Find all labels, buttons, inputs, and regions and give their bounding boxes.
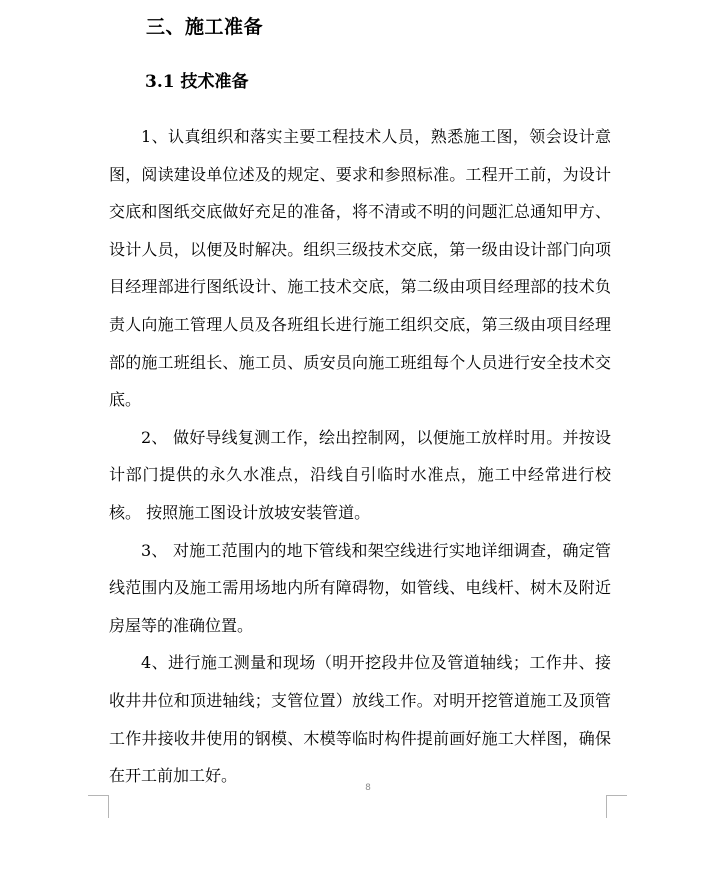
paragraph-1: 1、认真组织和落实主要工程技术人员，熟悉施工图，领会设计意图，阅读建设单位述及的规定、要求和参照标准。工程开工前，为设计交底和图纸交底做好充足的准备，将不清或不明的问题汇总通知甲方、设计人员，以便及时解决。组织三级技术交底，第一级由设计部门向项目经理部进行图纸设计、施工技术交底，第二级由项目经理部的技术负责人向施工管理人员及各班组长进行施工组织交底，第三级由项目经理部的施工班组长、施工员、质安员向施工班组每个人员进行安全技术交底。 bbox=[109, 127, 611, 410]
section-title: 三、施工准备 bbox=[146, 16, 264, 38]
paragraph-4: 4、进行施工测量和现场（明开挖段井位及管道轴线；工作井、接收井井位和顶进轴线；支管位置）放线工作。对明开挖管道施工及顶管工作井接收井使用的钢模、木模等临时构件提前画好施工大样图，确保在开工前加工好。 bbox=[109, 653, 611, 786]
crop-mark-left bbox=[88, 795, 109, 818]
paragraph-3: 3、 对施工范围内的地下管线和架空线进行实地详细调查，确定管线范围内及施工需用场地内所有障碍物，如管线、电线杆、树木及附近房屋等的准确位置。 bbox=[109, 540, 611, 635]
body-text bbox=[109, 118, 611, 795]
page-number: 8 bbox=[365, 783, 371, 793]
paragraph-2: 2、 做好导线复测工作，绘出控制网，以便施工放样时用。并按设计部门提供的永久水准点，沿线自引临时水准点，施工中经常进行校核。 按照施工图设计放坡安装管道。 bbox=[109, 427, 611, 522]
subsection-title: 3.1 技术准备 bbox=[145, 72, 249, 92]
crop-mark-right bbox=[606, 795, 627, 818]
